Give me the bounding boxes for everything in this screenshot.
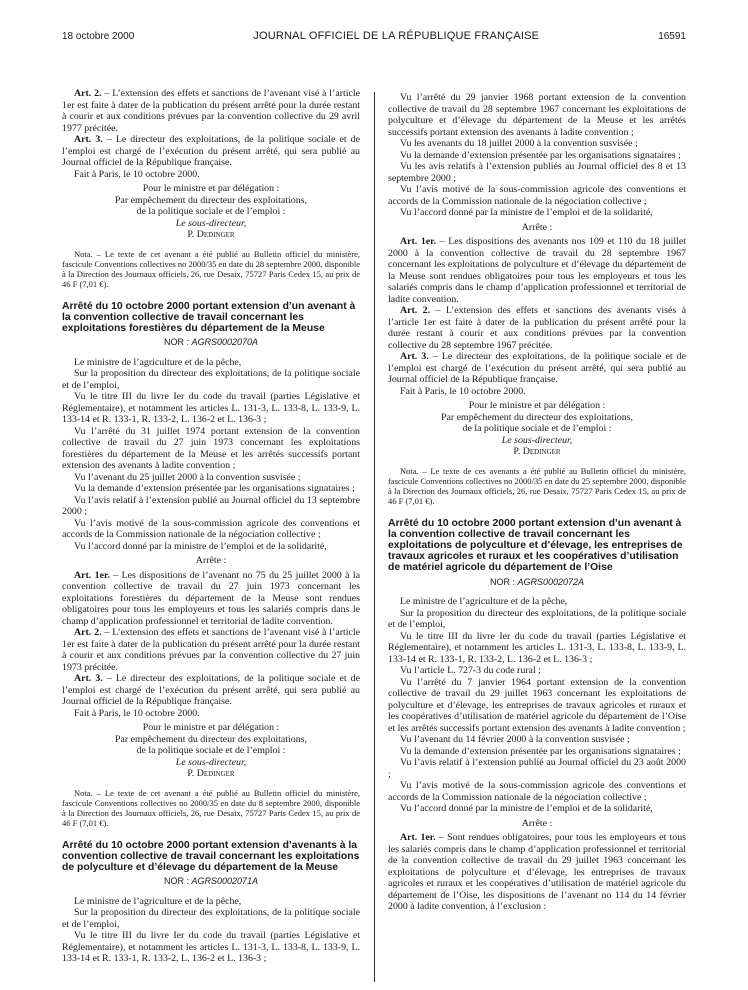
paragraph: Vu la demande d’extension présentée par les organisations signataires ; (74, 483, 355, 495)
signature-line: de la politique sociale et de l’emploi : (136, 745, 286, 757)
paragraph: Sur la proposition du directeur des exploitations, de la politique sociale et de l’emploi, (388, 607, 686, 631)
nota: Nota. – Le texte de ces avenants a été publié au Bulletin officiel du ministère, fascicule Conventions collectives no 2000/35 en date du 25 septembre 2000, disponible à la Direction des Journaux officiels, 26, rue Desaix, 75727 Paris Cedex 15, au prix de 46 F (7,01 €). (388, 465, 686, 506)
left-column (62, 88, 360, 982)
paragraph: Vu le titre III du livre Ier du code du travail (parties Législative et Réglementaire), et notamment les articles L. 131-3, L. 133-8, L. 133-9, L. 133-14 et R. 133-1, R. 133-2, L. 136-2 et L. 136-3 ; (62, 930, 360, 965)
done-at-paris: Fait à Paris, le 10 octobre 2000. (74, 168, 200, 180)
signature-line: de la politique sociale et de l’emploi : (136, 206, 286, 217)
paragraph: Vu les avis relatifs à l’extension publiés au Journal officiel des 8 et 13 septembre 2000 ; (388, 161, 686, 184)
signatory-name: P. Dedinger (513, 446, 561, 457)
arrete-heading: Arrête : (521, 221, 553, 233)
article-1: Art. 1er. – Sont rendues obligatoires, pour tous les employeurs et tous les salariés compris dans le champ d’application professionnel et territorial de la convention collective de travail du 29 juillet 1963 concernant les exploitations de polyculture et d’élevage, les entreprises de travaux agricoles et ruraux et les coopératives d’utilisation de matériel agricole du département de l’Oise, les dispositions de l’avenant no 114 du 14 février 2000 à ladite convention, à l’exclusion : (388, 832, 686, 913)
decree-title: Arrêté du 10 octobre 2000 portant extension d’avenants à la convention collective de travail concernant les exploitations de polyculture et d’élevage du département de la Meuse (62, 839, 360, 874)
done-at-paris: Fait à Paris, le 10 octobre 2000. (400, 385, 526, 397)
article-2: Art. 2. – L’extension des effets et sanctions des avenants visés à l’article 1er est faite à dater de la publication du présent arrêté pour la durée restant à courir et aux conditions prévues par la convention collective du 28 septembre 1967 précitée. (388, 305, 686, 351)
nor-reference: NOR : AGRS0002070A (163, 337, 259, 348)
paragraph: Vu l’accord donné par la ministre de l’emploi et de la solidarité, (400, 207, 653, 218)
signature-line: de la politique sociale et de l’emploi : (462, 423, 612, 434)
paragraph: Le ministre de l’agriculture et de la pêche, (74, 895, 242, 907)
paragraph: Le ministre de l’agriculture et de la pêche, (400, 596, 568, 608)
signature-line: Pour le ministre et par délégation : (468, 400, 606, 411)
decree-title: Arrêté du 10 octobre 2000 portant extension d’un avenant à la convention collective de travail concernant les exploitations de polyculture et d’élevage, les entreprises de travaux agricoles et ruraux et les coopératives d’utilisation de matériel agricole du département de l’Oise (388, 517, 683, 574)
paragraph: Vu l’article L. 727-3 du code rural ; (400, 665, 541, 677)
column-divider (374, 92, 375, 982)
signatory-name: P. Dedinger (187, 229, 235, 240)
signature-line: Par empêchement du directeur des exploitations, (441, 411, 633, 423)
done-at-paris: Fait à Paris, le 10 octobre 2000. (74, 707, 200, 719)
article-3: Art. 3. – Le directeur des exploitations, de la politique sociale et de l’emploi est chargé de l’exécution du présent arrêté, qui sera publié au Journal officiel de la République française. (388, 351, 686, 385)
header-journal-title: JOURNAL OFFICIEL DE LA RÉPUBLIQUE FRANÇAISE (253, 30, 540, 42)
signature-line: Par empêchement du directeur des exploitations, (115, 733, 307, 745)
article-1: Art. 1er. – Les dispositions des avenants nos 109 et 110 du 18 juillet 2000 à la convention collective de travail du 28 septembre 1967 concernant les exploitations de polyculture et d’élevage du département de la Meuse sont rendues obligatoires pour tous les employeurs et tous les salariés compris dans le champ d’application professionnel et territorial de ladite convention. (388, 236, 686, 305)
signature-title: Le sous-directeur, (175, 756, 247, 768)
nota: Nota. – Le texte de cet avenant a été publié au Bulletin officiel du ministère, fascicule Conventions collectives no 2000/35 en date du 28 septembre 2000, disponible à la Direction des Journaux officiels, 26, rue Desaix, 75727 Paris Cedex 15, au prix de 46 F (7,01 €). (62, 248, 360, 289)
signature-line: Par empêchement du directeur des exploitations, (115, 194, 307, 206)
paragraph: Vu l’avenant du 25 juillet 2000 à la convention susvisée ; (74, 471, 301, 483)
paragraph: Vu l’avis motivé de la sous-commission agricole des conventions et accords de la Commission nationale de la négociation collective ; (388, 780, 686, 803)
paragraph: Vu l’arrêté du 31 juillet 1974 portant extension de la convention collective de travail du 27 juin 1973 concernant les exploitations forestières du département de la Meuse et les arrêtés successifs portant extension des avenants à ladite convention ; (62, 425, 360, 472)
paragraph: Vu l’accord donné par la ministre de l’emploi et de la solidarité, (74, 540, 327, 552)
paragraph: Sur la proposition du directeur des exploitations, de la politique sociale et de l’emploi, (62, 907, 360, 930)
paragraph: Vu l’avenant du 14 février 2000 à la convention susvisée ; (400, 734, 630, 746)
header-date: 18 octobre 2000 (62, 30, 135, 42)
right-column (388, 92, 686, 982)
article-3: Art. 3. – Le directeur des exploitations, de la politique sociale et de l’emploi est chargé de l’exécution du présent arrêté, qui sera publié au Journal officiel de la République française. (62, 673, 360, 708)
paragraph: Vu le titre III du livre Ier du code du travail (parties Législative et Réglementaire), et notamment les articles L. 131-3, L. 133-8, L. 133-9, L. 133-14 et R. 133-1, R. 133-2, L. 136-2 et L. 136-3 ; (62, 391, 360, 426)
paragraph: Vu l’arrêté du 29 janvier 1968 portant extension de la convention collective de travail du 28 septembre 1967 concernant les exploitations de polyculture et d’élevage du département de la Meuse et les arrêtés successifs portant extension des avenants à ladite convention ; (388, 92, 686, 138)
paragraph: Vu les avenants du 18 juillet 2000 à la convention susvisée ; (400, 138, 638, 149)
paragraph: Vu l’avis motivé de la sous-commission agricole des conventions et accords de la Commission nationale de la négociation collective ; (62, 517, 360, 541)
paragraph: Sur la proposition du directeur des exploitations, de la politique sociale et de l’emploi, (62, 368, 360, 391)
arrete-heading: Arrête : (521, 817, 553, 829)
nota: Nota. – Le texte de cet avenant a été publié au Bulletin officiel du ministère, fascicule Conventions collectives no 2000/35 en date du 8 septembre 2000, disponible à la Direction des Journaux officiels, 26, rue Desaix, 75727 Paris Cedex 15, au prix de 46 F (7,01 €). (62, 787, 360, 828)
signature-title: Le sous-directeur, (175, 217, 247, 229)
paragraph: Vu la demande d’extension présentée par les organisations signataires ; (400, 149, 681, 161)
paragraph: Vu l’accord donné par la ministre de l’emploi et de la solidarité, (400, 803, 653, 815)
signature-title: Le sous-directeur, (501, 434, 573, 446)
article-2: Art. 2. – L’extension des effets et sanctions de l’avenant visé à l’article 1er est faite à dater de la publication du présent arrêté pour la durée restant à courir et aux conditions prévues par la convention collective du 29 avril 1977 précitée. (62, 88, 360, 134)
decree-title: Arrêté du 10 octobre 2000 portant extension d’un avenant à la convention collective de travail concernant les exploitations forestières du département de la Meuse (62, 300, 356, 334)
paragraph: Vu la demande d’extension présentée par les organisations signataires ; (400, 745, 681, 757)
article-1: Art. 1er. – Les dispositions de l’avenant no 75 du 25 juillet 2000 à la convention collective de travail du 27 juin 1973 concernant les exploitations forestières du département de la Meuse sont rendues obligatoires pour tous les employeurs et tous les salariés compris dans le champ d’application professionnel et territorial de ladite convention. (62, 569, 360, 627)
paragraph: Vu l’avis motivé de la sous-commission agricole des conventions et accords de la Commission nationale de la négociation collective ; (388, 184, 686, 207)
paragraph: Vu le titre III du livre Ier du code du travail (parties Législative et Réglementaire), et notamment les articles L. 131-3, L. 133-8, L. 133-9, L. 133-14 et R. 133-1, R. 133-2, L. 136-2 et L. 136-3 ; (388, 630, 686, 665)
header-page-number: 16591 (658, 30, 686, 42)
signature-line: Pour le ministre et par délégation : (142, 183, 280, 194)
signature-line: Pour le ministre et par délégation : (142, 722, 280, 734)
article-3: Art. 3. – Le directeur des exploitations, de la politique sociale et de l’emploi est chargé de l’exécution du présent arrêté, qui sera publié au Journal officiel de la République française. (62, 134, 360, 168)
paragraph: Vu l’arrêté du 7 janvier 1964 portant extension de la convention collective de travail du 29 juillet 1963 concernant les exploitations de polyculture et d’élevage, les entreprises de travaux agricoles et ruraux et les coopératives d’utilisation de matériel agricole du département de l’Oise et les arrêtés successifs portant extension des avenants à ladite convention ; (388, 676, 686, 734)
arrete-heading: Arrête : (195, 555, 227, 567)
nor-reference: NOR : AGRS0002071A (163, 876, 259, 887)
paragraph: Vu l’avis relatif à l’extension publié au Journal officiel du 23 août 2000 ; (388, 757, 686, 780)
signatory-name: P. Dedinger (187, 768, 235, 780)
paragraph: Le ministre de l’agriculture et de la pêche, (74, 356, 242, 368)
page-header (62, 28, 686, 44)
paragraph: Vu l’avis relatif à l’extension publié au Journal officiel du 13 septembre 2000 ; (62, 494, 360, 518)
article-2: Art. 2. – L’extension des effets et sanctions de l’avenant visé à l’article 1er est faite à dater de la publication du présent arrêté pour la durée restant à courir et aux conditions prévues par la convention collective du 27 juin 1973 précitée. (62, 627, 360, 673)
nor-reference: NOR : AGRS0002072A (489, 576, 585, 587)
